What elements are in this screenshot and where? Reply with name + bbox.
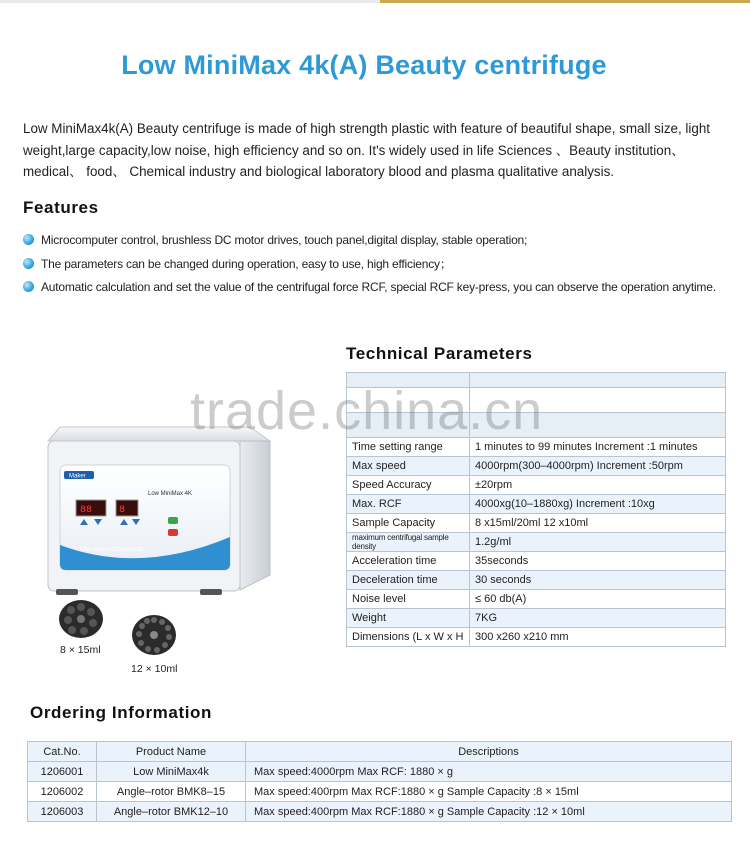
table-row: Time setting range 1 minutes to 99 minutes Increment :1 minutes: [347, 438, 726, 457]
rotor-8x15-caption: 8 × 15ml: [60, 644, 101, 656]
feature-item: The parameters can be changed during operation, easy to use, high efficiency；: [23, 252, 748, 276]
bullet-icon: [23, 258, 34, 269]
table-row: Deceleration time 30 seconds: [347, 571, 726, 590]
table-row: Max speed 4000rpm(300–4000rpm) Increment :50rpm: [347, 457, 726, 476]
table-row: 1206003 Angle–rotor BMK12–10 Max speed:400rpm Max RCF:1880 × g Sample Capacity :12 × 10ml: [28, 802, 732, 822]
table-row: Max. RCF 4000xg(10–1880xg) Increment :10xg: [347, 495, 726, 514]
table-row: Speed Accuracy ±20rpm: [347, 476, 726, 495]
model-label: Low MiniMax 4K: [148, 491, 193, 497]
watermark: trade.china.cn: [190, 381, 544, 441]
bullet-icon: [23, 234, 34, 245]
table-row: Dimensions (L x W x H 300 x260 x210 mm: [347, 628, 726, 647]
top-divider: [0, 0, 750, 3]
panel-label: LOW SPEED CENTRIFUGE: [80, 547, 144, 553]
features-list: [23, 228, 748, 299]
table-row: maximum centrifugal sample density 1.2g/ml: [347, 533, 726, 552]
table-row: Acceleration time 35seconds: [347, 552, 726, 571]
rotor-12x10-image: [129, 612, 179, 658]
bullet-icon: [23, 281, 34, 292]
intro-paragraph: Low MiniMax4k(A) Beauty centrifuge is made of high strength plastic with feature of beautiful shape, small size, light weight,large capacity,low noise, high efficiency and so on. It's widely used in life Sciences 、Beauty institution、medical、 food、 Chemical industry and biological laboratory blood and plasma qualitative analysis.: [23, 121, 710, 179]
features-heading: Features: [23, 198, 99, 217]
feature-item: Microcomputer control, brushless DC motor drives, touch panel,digital display, stable operation;: [23, 228, 748, 252]
ordering-table: [27, 741, 732, 822]
table-row: 1206001 Low MiniMax4k Max speed:4000rpm Max RCF: 1880 × g: [28, 762, 732, 782]
svg-text:8: 8: [119, 505, 126, 516]
tech-heading: Technical Parameters: [346, 344, 533, 363]
feature-item: Automatic calculation and set the value of the centrifugal force RCF, special RCF key-press, you can observe the operation anytime.: [23, 275, 748, 299]
table-header-row: Cat.No. Product Name Descriptions: [28, 742, 732, 762]
rotor-12x10-caption: 12 × 10ml: [131, 663, 178, 675]
table-row: 1206002 Angle–rotor BMK8–15 Max speed:400rpm Max RCF:1880 × g Sample Capacity :8 × 15ml: [28, 782, 732, 802]
svg-text:88: 88: [80, 505, 93, 516]
table-row: Weight 7KG: [347, 609, 726, 628]
table-row: Sample Capacity 8 x15ml/20ml 12 x10ml: [347, 514, 726, 533]
table-row: Noise level ≤ 60 db(A): [347, 590, 726, 609]
brand-label: Maker: [69, 473, 86, 480]
rotor-8x15-image: [56, 598, 106, 640]
ordering-heading: Ordering Information: [30, 703, 212, 722]
page-title: Low MiniMax 4k(A) Beauty centrifuge: [121, 50, 607, 80]
